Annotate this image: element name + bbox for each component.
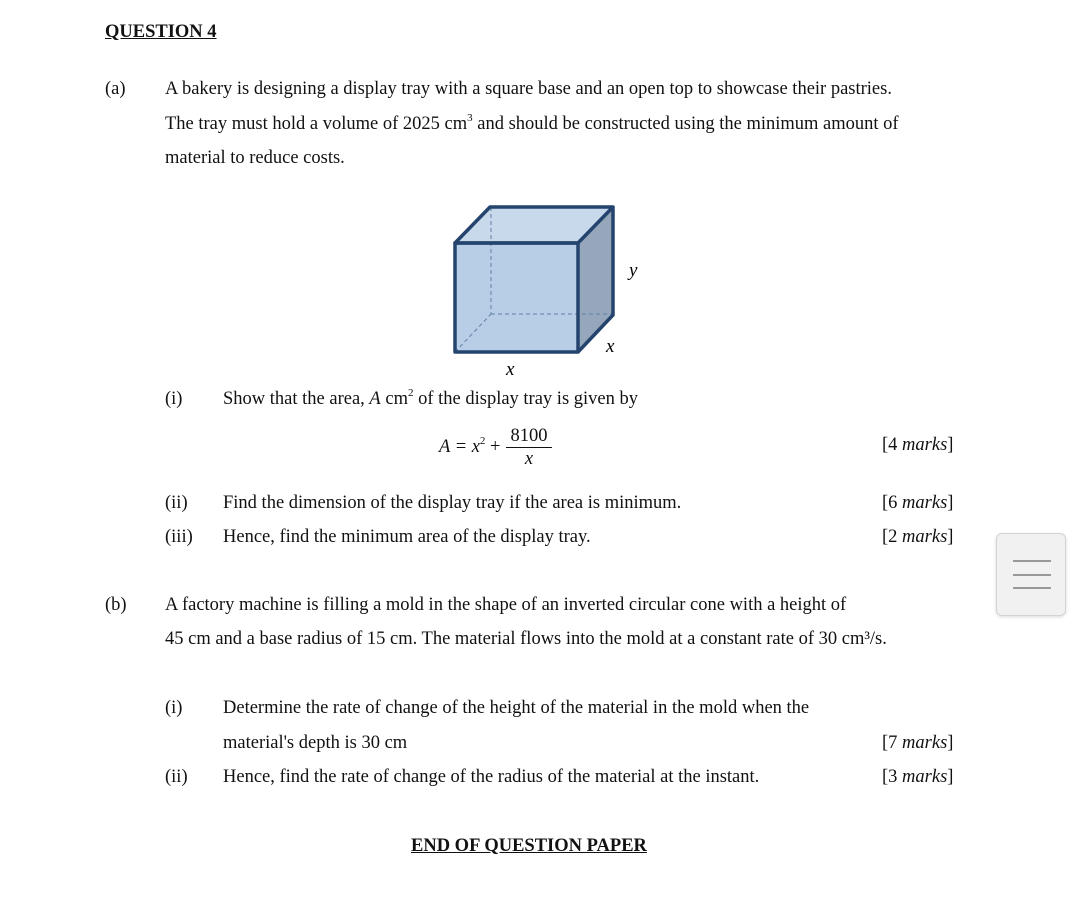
a-ii-text: Find the dimension of the display tray if the area is minimum.	[223, 493, 682, 513]
sup: 2	[407, 387, 414, 399]
a-iii-label: (iii)	[165, 527, 193, 547]
b-ii-label: (ii)	[165, 767, 188, 787]
label-y: y	[629, 260, 638, 281]
text: of the display tray is given by	[413, 389, 638, 409]
text: +	[485, 437, 501, 457]
label-x-side: x	[606, 336, 615, 357]
marks: [3 marks]	[882, 767, 954, 787]
text: and should be constructed using the minimum amount of	[472, 114, 899, 134]
b-ii-text: Hence, find the rate of change of the radius of the material at the instant.	[223, 767, 760, 787]
menu-line	[1013, 560, 1051, 562]
b-i-label: (i)	[165, 698, 183, 718]
end-of-paper: END OF QUESTION PAPER	[411, 836, 647, 856]
label-x-bottom: x	[506, 359, 515, 380]
a-i-text	[223, 388, 638, 410]
b-i-text1: Determine the rate of change of the height of the material in the mold when the	[223, 698, 810, 718]
formula-fraction	[506, 425, 552, 470]
part-b-label: (b)	[105, 595, 127, 615]
numerator: 8100	[506, 425, 552, 448]
a-iii-text: Hence, find the minimum area of the display tray.	[223, 527, 591, 547]
sup: 3	[467, 112, 473, 124]
var: A	[369, 389, 381, 409]
a-ii-label: (ii)	[165, 493, 188, 513]
part-a-line1: A bakery is designing a display tray with a square base and an open top to showcase their pastries.	[165, 79, 892, 99]
part-a-line3: material to reduce costs.	[165, 148, 345, 168]
marks: [7 marks]	[882, 733, 954, 753]
question-title: QUESTION 4	[105, 22, 217, 42]
part-b-line1: A factory machine is filling a mold in the shape of an inverted circular cone with a height of	[165, 595, 847, 615]
menu-line	[1013, 587, 1051, 589]
formula-lhs	[439, 436, 500, 458]
denominator: x	[524, 449, 534, 469]
sup: 2	[479, 435, 486, 447]
marks: [6 marks]	[882, 493, 954, 513]
a-i-label: (i)	[165, 389, 183, 409]
text: A = x	[439, 437, 480, 457]
part-b-line2: 45 cm and a base radius of 15 cm. The material flows into the mold at a constant rate of 30 cm³/s.	[165, 629, 887, 649]
menu-line	[1013, 574, 1051, 576]
b-i-text2: material's depth is 30 cm	[223, 733, 408, 753]
box-diagram	[440, 195, 670, 385]
part-a-line2	[165, 113, 899, 135]
marks: [4 marks]	[882, 435, 954, 455]
marks: [2 marks]	[882, 527, 954, 547]
part-a-label: (a)	[105, 79, 126, 99]
text: cm	[380, 389, 408, 409]
text: Show that the area,	[223, 389, 370, 409]
menu-button[interactable]	[996, 533, 1066, 616]
text: The tray must hold a volume of 2025 cm	[165, 114, 468, 134]
